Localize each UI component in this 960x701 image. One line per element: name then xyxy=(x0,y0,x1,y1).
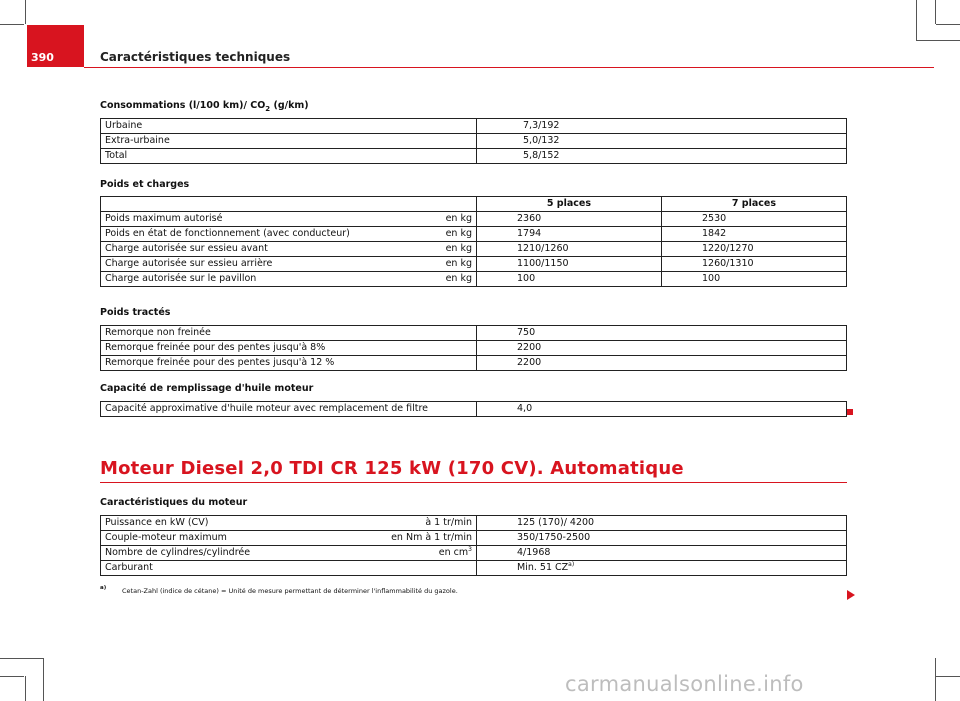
row-unit: en kg xyxy=(401,257,477,272)
crop-mark xyxy=(916,40,960,41)
row-label: Charge autorisée sur essieu avant xyxy=(101,242,401,257)
row-value: 1842 xyxy=(662,227,847,242)
page-number: 390 xyxy=(27,49,84,67)
crop-mark xyxy=(935,658,936,701)
row-unit: en kg xyxy=(401,242,477,257)
table-row xyxy=(101,212,847,227)
weights-label: Poids et charges xyxy=(100,179,190,190)
table-row xyxy=(101,119,847,134)
page-number-tab xyxy=(27,25,84,49)
crop-mark xyxy=(25,676,26,701)
engine-heading: Moteur Diesel 2,0 TDI CR 125 kW (170 CV). Automatique xyxy=(100,458,684,479)
table-row xyxy=(101,134,847,149)
engine-table xyxy=(100,515,847,576)
column-header-5-places: 5 places xyxy=(477,197,662,212)
table-row xyxy=(101,516,847,531)
table-row xyxy=(101,149,847,164)
row-label: Nombre de cylindres/cylindrée xyxy=(101,546,351,561)
row-label: Poids en état de fonctionnement (avec conducteur) xyxy=(101,227,401,242)
crop-mark xyxy=(0,676,24,677)
row-unit: en Nm à 1 tr/min xyxy=(351,531,477,546)
crop-mark xyxy=(936,24,960,25)
row-value: 4,0 xyxy=(477,402,847,417)
crop-mark xyxy=(0,24,24,25)
column-header-7-places: 7 places xyxy=(662,197,847,212)
crop-mark xyxy=(43,658,44,701)
row-label: Couple-moteur maximum xyxy=(101,531,351,546)
row-unit: en $cm^3$ xyxy=(351,546,477,561)
row-unit: en kg xyxy=(401,272,477,287)
crop-mark xyxy=(916,0,917,40)
watermark: carmanualsonline.info xyxy=(565,672,804,696)
table-row xyxy=(101,546,847,561)
row-value: 125 (170)/ 4200 xyxy=(477,516,847,531)
footnote-marker: a) xyxy=(100,585,107,591)
towing-table xyxy=(100,325,847,371)
row-label: Capacité approximative d'huile moteur avec remplacement de filtre xyxy=(101,402,477,417)
row-label: Puissance en kW (CV) xyxy=(101,516,351,531)
header-rule xyxy=(84,67,934,68)
row-value: 7,3/192 xyxy=(477,119,847,134)
row-unit: en kg xyxy=(401,227,477,242)
table-header-row xyxy=(101,197,847,212)
table-row xyxy=(101,561,847,576)
row-value: 1794 xyxy=(477,227,662,242)
row-value: 100 xyxy=(477,272,662,287)
towing-label: Poids tractés xyxy=(100,307,171,318)
row-unit: à 1 tr/min xyxy=(351,516,477,531)
row-label: Carburant xyxy=(101,561,351,576)
crop-mark xyxy=(25,0,26,24)
weights-table xyxy=(100,196,847,287)
table-row xyxy=(101,356,847,371)
oil-label: Capacité de remplissage d'huile moteur xyxy=(100,383,314,394)
consumption-label: Consommations (l/100 km)/ $CO_2$ (g/km) xyxy=(100,100,309,113)
row-label: Urbaine xyxy=(101,119,477,134)
row-label: Charge autorisée sur le pavillon xyxy=(101,272,401,287)
table-row xyxy=(101,531,847,546)
table-row xyxy=(101,326,847,341)
row-value: Min. 51 CZ$^{a)}$ xyxy=(477,561,847,576)
footnote-text: Cetan-Zahl (indice de cétane) = Unité de mesure permettant de déterminer l'inflammabilité du gazole. xyxy=(122,587,458,595)
row-value: 1260/1310 xyxy=(662,257,847,272)
row-value: 2530 xyxy=(662,212,847,227)
table-row xyxy=(101,402,847,417)
row-label: Charge autorisée sur essieu arrière xyxy=(101,257,401,272)
table-row xyxy=(101,272,847,287)
engine-label: Caractéristiques du moteur xyxy=(100,497,248,508)
row-label: Remorque freinée pour des pentes jusqu'à 8% xyxy=(101,341,477,356)
section-end-marker xyxy=(847,409,853,415)
row-label: Poids maximum autorisé xyxy=(101,212,401,227)
row-value: 4/1968 xyxy=(477,546,847,561)
row-value: 2200 xyxy=(477,356,847,371)
crop-mark xyxy=(936,676,960,677)
row-value: 2360 xyxy=(477,212,662,227)
crop-mark xyxy=(935,0,936,24)
row-label: Total xyxy=(101,149,477,164)
crop-mark xyxy=(0,658,44,659)
continue-arrow-icon xyxy=(847,590,855,600)
row-value: 5,8/152 xyxy=(477,149,847,164)
row-label: Extra-urbaine xyxy=(101,134,477,149)
row-unit xyxy=(351,561,477,576)
row-value: 750 xyxy=(477,326,847,341)
heading-rule xyxy=(100,482,847,483)
row-value: 5,0/132 xyxy=(477,134,847,149)
page-header-title: Caractéristiques techniques xyxy=(100,50,291,64)
row-unit: en kg xyxy=(401,212,477,227)
table-row xyxy=(101,242,847,257)
row-value: 100 xyxy=(662,272,847,287)
row-value: 1210/1260 xyxy=(477,242,662,257)
row-value: 350/1750-2500 xyxy=(477,531,847,546)
row-label: Remorque freinée pour des pentes jusqu'à 12 % xyxy=(101,356,477,371)
row-value: 1220/1270 xyxy=(662,242,847,257)
row-value: 2200 xyxy=(477,341,847,356)
table-row xyxy=(101,257,847,272)
table-row xyxy=(101,227,847,242)
row-value: 1100/1150 xyxy=(477,257,662,272)
consumption-table xyxy=(100,118,847,164)
oil-table xyxy=(100,401,847,417)
table-row xyxy=(101,341,847,356)
row-label: Remorque non freinée xyxy=(101,326,477,341)
